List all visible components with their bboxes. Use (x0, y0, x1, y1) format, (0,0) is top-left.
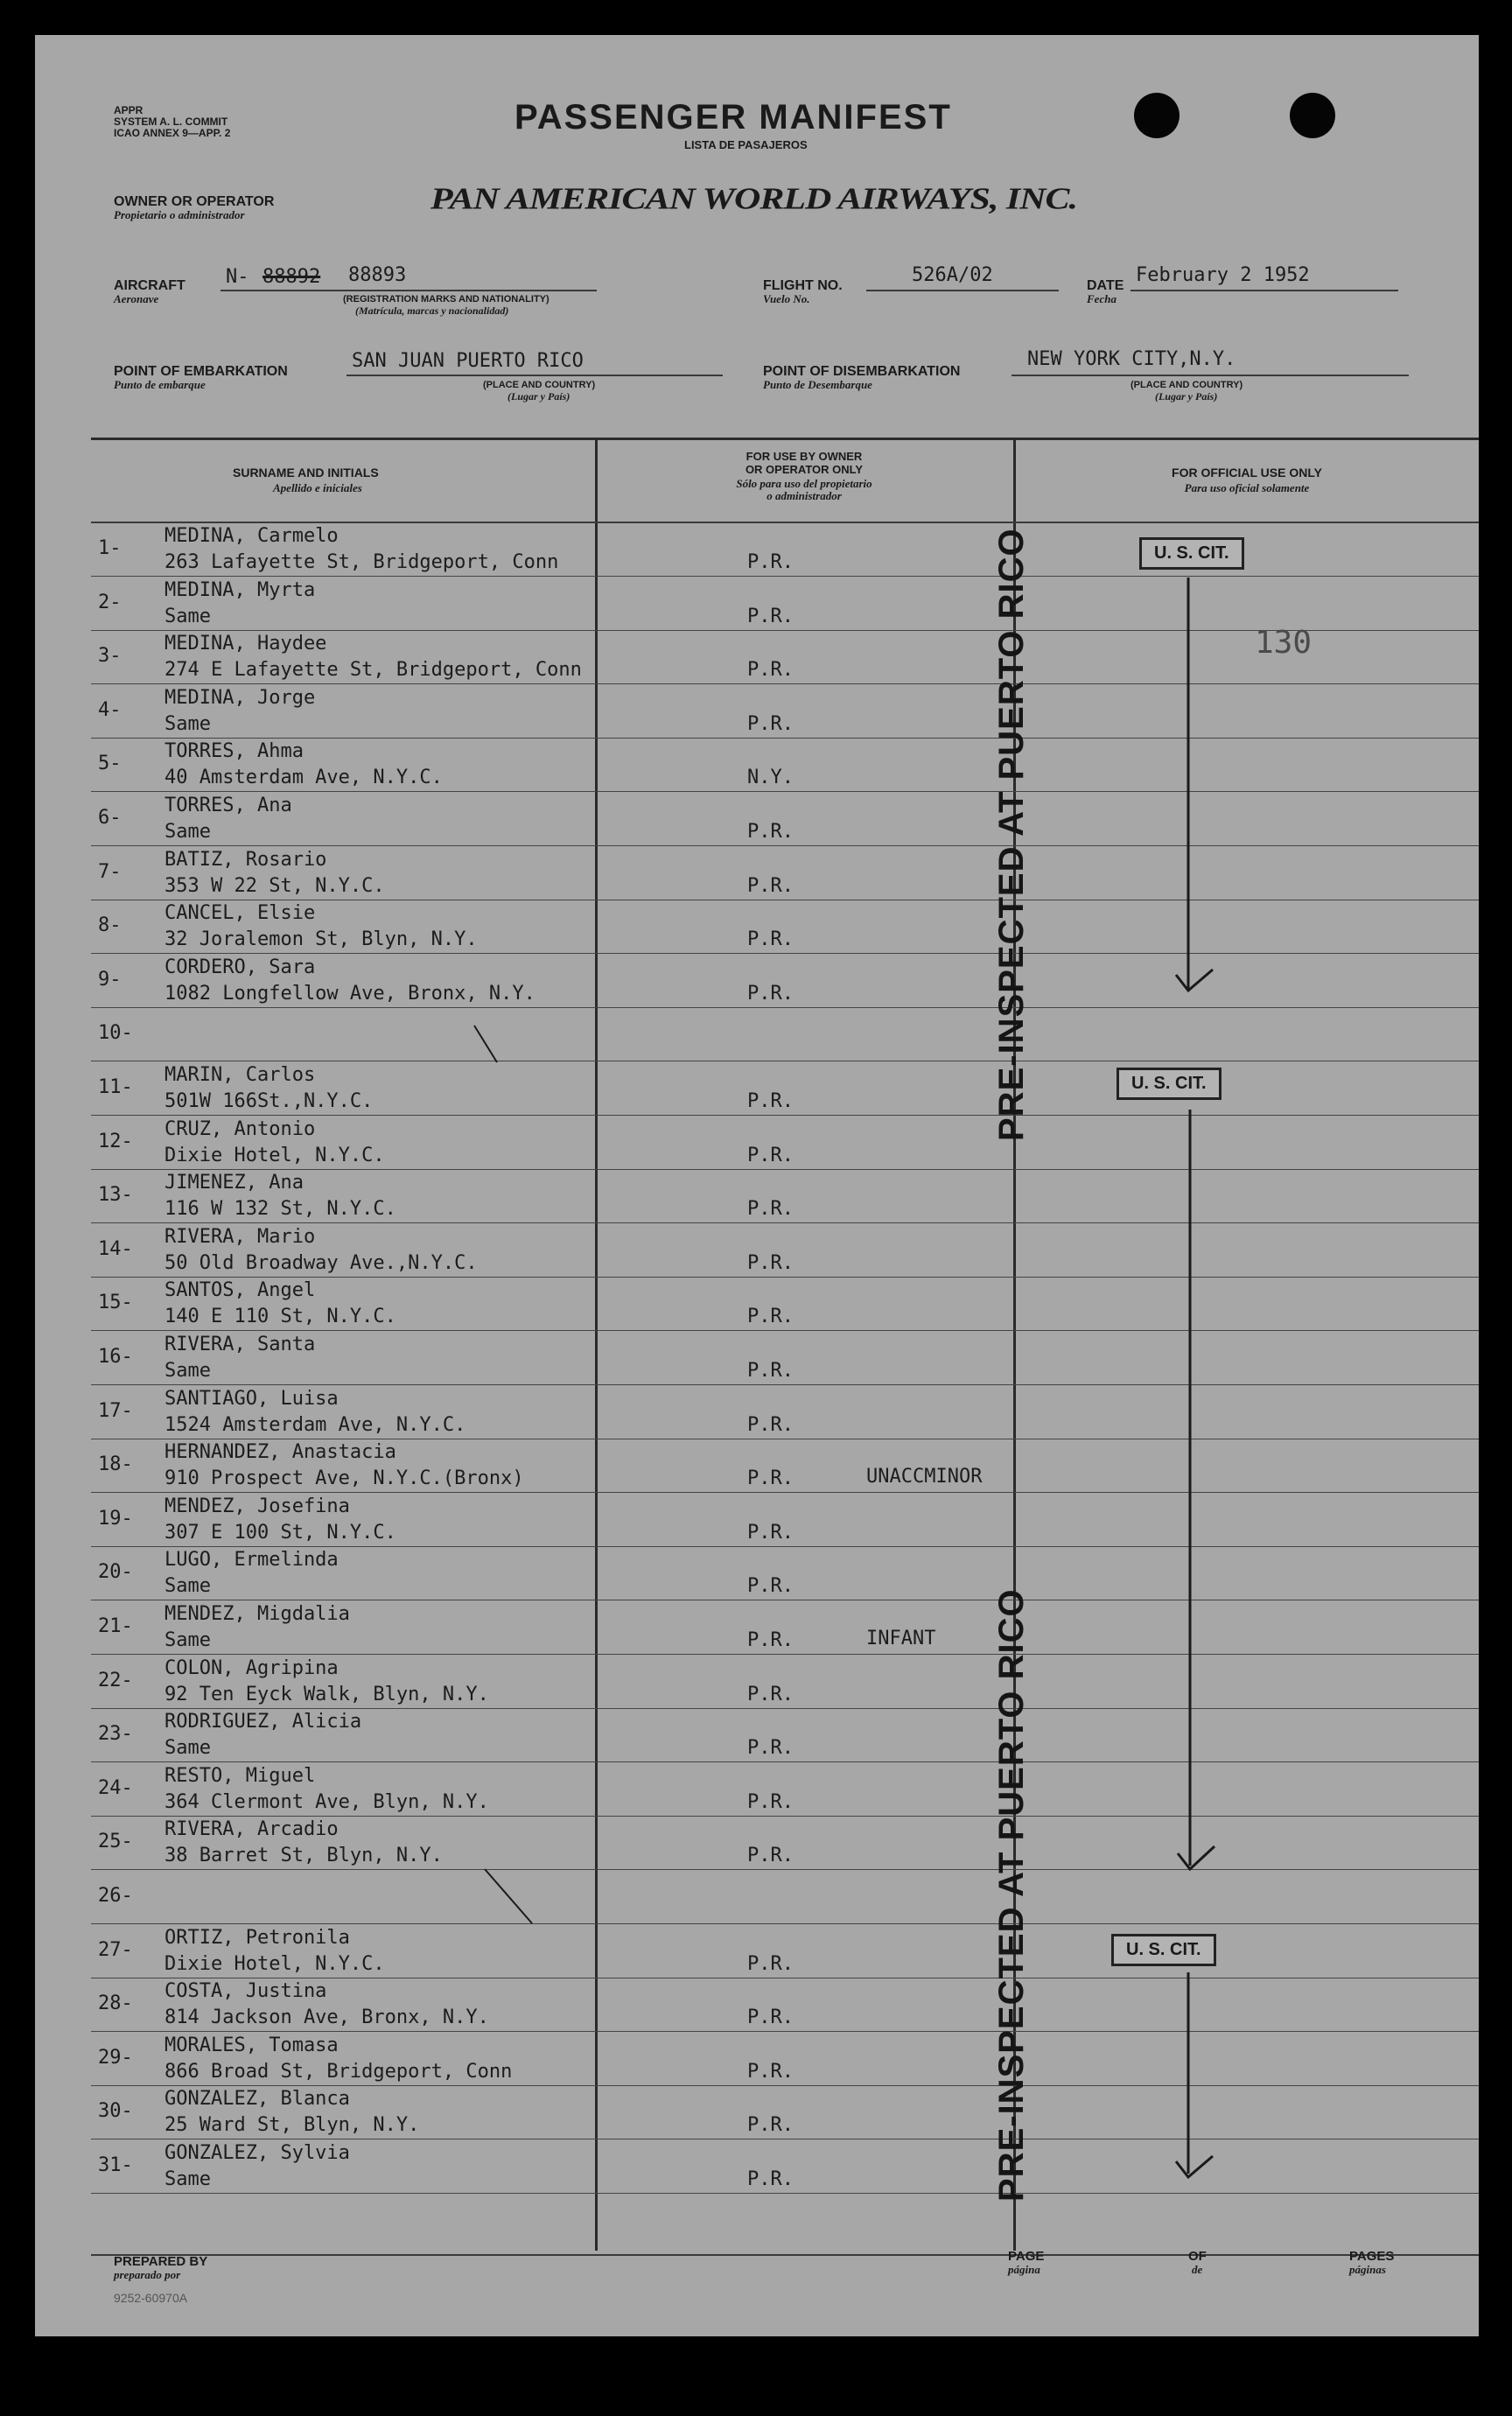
aircraft-note-es: (Matrícula, marcas y nacionalidad) (355, 305, 509, 317)
origin-code: P.R. (747, 606, 794, 627)
row-number: 21- (98, 1615, 133, 1637)
col-surname-header: SURNAME AND INITIALS (233, 466, 379, 480)
row-number: 13- (98, 1184, 133, 1206)
disembarkation-note-es: (Lugar y País) (1155, 390, 1218, 403)
passenger-address: 40 Amsterdam Ave, N.Y.C. (164, 767, 443, 788)
origin-code: P.R. (747, 551, 794, 573)
origin-code: P.R. (747, 1090, 794, 1112)
disembarkation-label: POINT OF DISEMBARKATION (763, 364, 961, 379)
row-number: 16- (98, 1346, 133, 1368)
passenger-address: 140 E 110 St, N.Y.C. (164, 1306, 396, 1327)
origin-code: P.R. (747, 1522, 794, 1544)
origin-code: P.R. (747, 1845, 794, 1866)
origin-code: P.R. (747, 659, 794, 681)
page-label-es: página (1008, 2263, 1040, 2276)
origin-code: P.R. (747, 1953, 794, 1975)
passenger-name: ORTIZ, Petronila (164, 1927, 350, 1949)
row-number: 27- (98, 1939, 133, 1961)
disembarkation-note: (PLACE AND COUNTRY) (1130, 380, 1243, 390)
us-citizen-stamp: U. S. CIT. (1139, 537, 1244, 570)
origin-code: P.R. (747, 1629, 794, 1651)
passenger-name: SANTOS, Angel (164, 1279, 316, 1301)
passenger-name: MARIN, Carlos (164, 1064, 316, 1086)
origin-code: P.R. (747, 1467, 794, 1489)
passenger-name: CRUZ, Antonio (164, 1118, 316, 1140)
passenger-name: RIVERA, Mario (164, 1226, 316, 1248)
col-official-header-es: Para uso oficial solamente (1184, 481, 1310, 494)
origin-code: P.R. (747, 821, 794, 843)
passenger-address: Same (164, 1575, 211, 1597)
row-number: 31- (98, 2154, 133, 2176)
passenger-address: 32 Joralemon St, Blyn, N.Y. (164, 928, 478, 950)
origin-code: P.R. (747, 1252, 794, 1274)
aircraft-struck: 88892 (262, 266, 321, 288)
passenger-address: 501W 166St.,N.Y.C. (164, 1090, 374, 1112)
passenger-address: Same (164, 606, 211, 627)
origin-code: P.R. (747, 2168, 794, 2190)
passenger-name: BATIZ, Rosario (164, 849, 327, 871)
row-number: 6- (98, 807, 122, 829)
row-number: 29- (98, 2047, 133, 2069)
passenger-address: 38 Barret St, Blyn, N.Y. (164, 1845, 443, 1866)
date-label-es: Fecha (1087, 292, 1116, 305)
passenger-address: Dixie Hotel, N.Y.C. (164, 1145, 385, 1166)
passenger-address: 92 Ten Eyck Walk, Blyn, N.Y. (164, 1684, 489, 1705)
embarkation-label-es: Punto de embarque (114, 378, 206, 391)
origin-code: P.R. (747, 2114, 794, 2136)
passenger-address: 1524 Amsterdam Ave, N.Y.C. (164, 1414, 466, 1436)
row-number: 12- (98, 1131, 133, 1152)
passenger-note: INFANT (866, 1628, 936, 1649)
passenger-name: COSTA, Justina (164, 1980, 327, 2002)
col-owner-header: FOR USE BY OWNER OR OPERATOR ONLY (745, 450, 864, 476)
us-citizen-stamp: U. S. CIT. (1116, 1068, 1222, 1100)
pages-label-es: páginas (1349, 2263, 1386, 2276)
row-number: 10- (98, 1022, 133, 1044)
passenger-address: 364 Clermont Ave, Blyn, N.Y. (164, 1791, 489, 1813)
aircraft-value: 88893 (348, 264, 407, 286)
owner-label: OWNER OR OPERATOR (114, 194, 275, 209)
row-number: 24- (98, 1777, 133, 1799)
disembarkation-label-es: Punto de Desembarque (763, 378, 872, 391)
passenger-address: 263 Lafayette St, Bridgeport, Conn (164, 551, 559, 573)
owner-label-es: Propietario o administrador (114, 208, 245, 221)
origin-code: P.R. (747, 713, 794, 735)
official-check-marks (35, 35, 1479, 2336)
form-title: PASSENGER MANIFEST (514, 98, 952, 137)
col-owner-header-es: Sólo para uso del propietario o administrador (736, 477, 872, 502)
passenger-name: RODRIGUEZ, Alicia (164, 1711, 362, 1733)
passenger-name: HERNANDEZ, Anastacia (164, 1441, 396, 1463)
disembarkation-value: NEW YORK CITY,N.Y. (1027, 348, 1236, 370)
pre-inspected-stamp: PRE-INSPECTED AT PUERTO RICO (992, 528, 1031, 1141)
prepared-label-es: preparado por (114, 2268, 181, 2281)
origin-code: N.Y. (747, 767, 794, 788)
origin-code: P.R. (747, 928, 794, 950)
origin-code: P.R. (747, 2061, 794, 2083)
form-number: 9252-60970A (114, 2291, 188, 2305)
passenger-name: CANCEL, Elsie (164, 902, 316, 924)
embarkation-value: SAN JUAN PUERTO RICO (352, 350, 584, 372)
flight-value: 526A/02 (912, 264, 993, 286)
row-number: 17- (98, 1400, 133, 1422)
passenger-name: COLON, Agripina (164, 1657, 339, 1679)
row-number: 3- (98, 645, 122, 667)
aircraft-prefix: N- (226, 266, 249, 288)
passenger-address: 307 E 100 St, N.Y.C. (164, 1522, 396, 1544)
passenger-name: RIVERA, Santa (164, 1334, 316, 1355)
passenger-name: LUGO, Ermelinda (164, 1549, 339, 1571)
prepared-label: PREPARED BY (114, 2254, 208, 2269)
pre-inspected-stamp: PRE-INSPECTED AT PUERTO RICO (992, 1588, 1031, 2202)
embarkation-note-es: (Lugar y País) (508, 390, 570, 403)
origin-code: P.R. (747, 1306, 794, 1327)
origin-code: P.R. (747, 1145, 794, 1166)
origin-code: P.R. (747, 1198, 794, 1220)
owner-value: PAN AMERICAN WORLD AIRWAYS, INC. (430, 182, 1078, 216)
passenger-name: SANTIAGO, Luisa (164, 1388, 339, 1410)
row-number: 9- (98, 969, 122, 991)
date-value: February 2 1952 (1136, 264, 1310, 286)
passenger-address: 866 Broad St, Bridgeport, Conn (164, 2061, 513, 2083)
aircraft-label-es: Aeronave (114, 292, 159, 305)
row-number: 25- (98, 1831, 133, 1852)
row-number: 8- (98, 914, 122, 936)
passenger-address: Same (164, 821, 211, 843)
flight-label-es: Vuelo No. (763, 292, 810, 305)
row-number: 1- (98, 537, 122, 559)
origin-code: P.R. (747, 1575, 794, 1597)
row-number: 5- (98, 753, 122, 774)
us-citizen-stamp: U. S. CIT. (1111, 1934, 1216, 1966)
row-number: 19- (98, 1508, 133, 1530)
origin-code: P.R. (747, 1791, 794, 1813)
row-number: 18- (98, 1453, 133, 1475)
passenger-address: 814 Jackson Ave, Bronx, N.Y. (164, 2006, 489, 2028)
date-label: DATE (1087, 278, 1124, 293)
row-number: 28- (98, 1992, 133, 2014)
passenger-name: TORRES, Ana (164, 795, 292, 816)
row-number: 14- (98, 1238, 133, 1260)
passenger-address: Same (164, 2168, 211, 2190)
passenger-address: Same (164, 1360, 211, 1382)
col-official-header: FOR OFFICIAL USE ONLY (1172, 466, 1322, 480)
passenger-name: MEDINA, Haydee (164, 633, 327, 655)
passenger-address: 353 W 22 St, N.Y.C. (164, 875, 385, 897)
passenger-address: 910 Prospect Ave, N.Y.C.(Bronx) (164, 1467, 524, 1489)
pages-label: PAGES (1349, 2249, 1395, 2264)
form-subtitle: LISTA DE PASAJEROS (684, 138, 808, 151)
of-label: OF (1188, 2249, 1207, 2264)
passenger-name: CORDERO, Sara (164, 956, 316, 978)
row-number: 11- (98, 1076, 133, 1098)
passenger-address: 50 Old Broadway Ave.,N.Y.C. (164, 1252, 478, 1274)
passenger-address: 116 W 132 St, N.Y.C. (164, 1198, 396, 1220)
row-number: 22- (98, 1670, 133, 1691)
row-number: 26- (98, 1885, 133, 1907)
row-number: 30- (98, 2100, 133, 2122)
origin-code: P.R. (747, 1684, 794, 1705)
passenger-address: 25 Ward St, Blyn, N.Y. (164, 2114, 420, 2136)
passenger-name: JIMENEZ, Ana (164, 1172, 304, 1194)
origin-code: P.R. (747, 875, 794, 897)
of-label-es: de (1192, 2263, 1203, 2276)
origin-code: P.R. (747, 1414, 794, 1436)
passenger-name: MENDEZ, Josefina (164, 1495, 350, 1517)
passenger-address: 1082 Longfellow Ave, Bronx, N.Y. (164, 983, 536, 1005)
corner-print: APPR SYSTEM A. L. COMMIT ICAO ANNEX 9—APP. 2 (114, 104, 231, 139)
row-number: 15- (98, 1292, 133, 1313)
passenger-name: TORRES, Ahma (164, 740, 304, 762)
passenger-address: Dixie Hotel, N.Y.C. (164, 1953, 385, 1975)
passenger-note: UNACCMINOR (866, 1466, 983, 1488)
passenger-count: 130 (1255, 625, 1312, 661)
passenger-address: 274 E Lafayette St, Bridgeport, Conn (164, 659, 582, 681)
passenger-name: MORALES, Tomasa (164, 2034, 339, 2056)
flight-label: FLIGHT NO. (763, 278, 843, 293)
passenger-name: GONZALEZ, Blanca (164, 2088, 350, 2110)
passenger-name: MEDINA, Myrta (164, 579, 316, 601)
passenger-name: MEDINA, Carmelo (164, 525, 339, 547)
passenger-address: Same (164, 1737, 211, 1759)
row-number: 20- (98, 1561, 133, 1583)
passenger-name: GONZALEZ, Sylvia (164, 2142, 350, 2164)
passenger-name: MEDINA, Jorge (164, 687, 316, 709)
row-number: 7- (98, 861, 122, 883)
aircraft-label: AIRCRAFT (114, 278, 186, 293)
origin-code: P.R. (747, 2006, 794, 2028)
passenger-address: Same (164, 1629, 211, 1651)
row-number: 2- (98, 592, 122, 613)
origin-code: P.R. (747, 1360, 794, 1382)
passenger-name: MENDEZ, Migdalia (164, 1603, 350, 1625)
page-label: PAGE (1008, 2249, 1045, 2264)
col-surname-header-es: Apellido e iniciales (273, 481, 362, 494)
passenger-name: RESTO, Miguel (164, 1765, 316, 1787)
row-number: 23- (98, 1723, 133, 1745)
manifest-sheet (35, 35, 1479, 2336)
passenger-name: RIVERA, Arcadio (164, 1818, 339, 1840)
row-number: 4- (98, 699, 122, 721)
embarkation-note: (PLACE AND COUNTRY) (483, 380, 596, 390)
embarkation-label: POINT OF EMBARKATION (114, 364, 288, 379)
origin-code: P.R. (747, 983, 794, 1005)
passenger-address: Same (164, 713, 211, 735)
aircraft-note: (REGISTRATION MARKS AND NATIONALITY) (343, 294, 550, 305)
origin-code: P.R. (747, 1737, 794, 1759)
